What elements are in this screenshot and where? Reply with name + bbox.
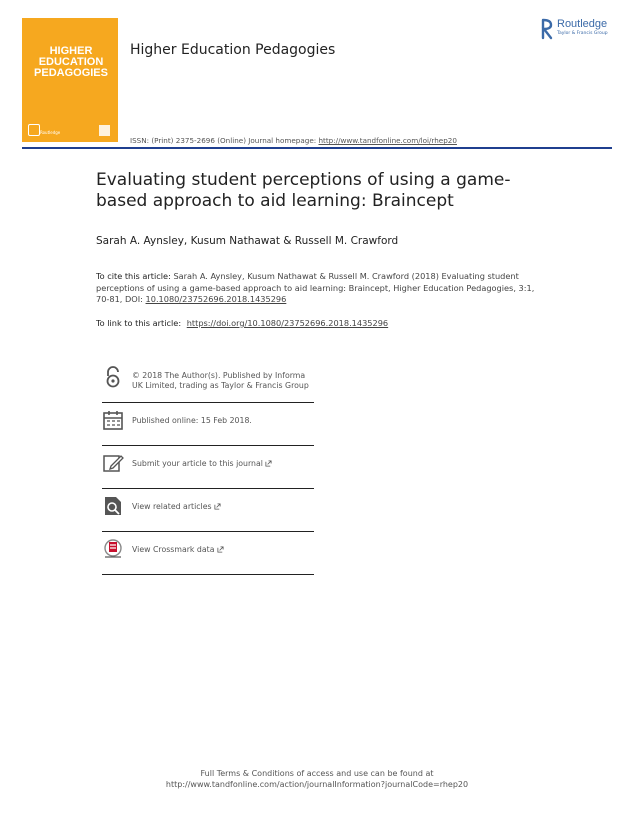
external-link-icon	[265, 460, 272, 467]
article-authors: Sarah A. Aynsley, Kusum Nathawat & Russell M. Crawford	[96, 235, 399, 247]
cover-title	[30, 46, 112, 79]
link-line	[96, 318, 388, 328]
cite-text: Sarah A. Aynsley, Kusum Nathawat & Russell M. Crawford (2018) Evaluating student perceptions of using a game-based approach to aid learning: Braincept, Higher Education Pedagogies, 3:1, 70-81, DOI:	[96, 271, 535, 304]
cover-qr-icon	[99, 125, 110, 136]
doi-link[interactable]: 10.1080/23752696.2018.1435296	[145, 294, 287, 304]
cover-title-line: PEDAGOGIES	[34, 67, 108, 79]
footer-url[interactable]: http://www.tandfonline.com/action/journalInformation?journalCode=rhep20	[165, 780, 469, 789]
journal-name: Higher Education Pedagogies	[130, 42, 336, 58]
citation-block	[96, 271, 546, 306]
cover-title-line: HIGHER	[49, 45, 93, 57]
article-actions-panel	[102, 366, 314, 576]
cover-publisher-logo-icon	[28, 124, 40, 136]
issn-line	[130, 136, 457, 145]
license-text: © 2018 The Author(s). Published by Informa UK Limited, trading as Taylor & Francis Group	[132, 371, 309, 390]
crossmark-icon[interactable]	[102, 538, 124, 560]
cover-publisher-mark: Routledge	[40, 130, 61, 135]
submit-article-label[interactable]: Submit your article to this journal	[132, 459, 263, 468]
published-date: Published online: 15 Feb 2018.	[132, 416, 252, 425]
issn-text: ISSN: (Print) 2375-2696 (Online) Journal homepage:	[130, 136, 317, 145]
header-divider	[22, 147, 612, 149]
edit-icon[interactable]	[102, 452, 124, 474]
panel-divider	[102, 488, 314, 489]
related-articles-link[interactable]	[132, 502, 316, 512]
publisher-name: Routledge	[557, 18, 608, 30]
cite-label: To cite this article:	[96, 271, 171, 281]
panel-divider	[102, 531, 314, 532]
related-articles-label[interactable]: View related articles	[132, 502, 212, 511]
article-title: Evaluating student perceptions of using a game-based approach to aid learning: Braincept	[96, 170, 511, 211]
routledge-logo-icon	[540, 18, 554, 40]
link-label: To link to this article:	[96, 318, 182, 328]
related-articles-icon[interactable]	[102, 495, 124, 517]
external-link-icon	[214, 503, 221, 510]
article-doi-url[interactable]: https://doi.org/10.1080/23752696.2018.1435296	[186, 318, 389, 328]
journal-cover	[22, 18, 118, 142]
panel-divider	[102, 445, 314, 446]
journal-homepage-link[interactable]: http://www.tandfonline.com/loi/rhep20	[318, 136, 457, 145]
open-access-icon	[102, 366, 124, 388]
cover-title-line: EDUCATION	[38, 56, 104, 68]
footer-terms: Full Terms & Conditions of access and use can be found at	[200, 769, 434, 778]
panel-divider	[102, 574, 314, 575]
external-link-icon	[217, 546, 224, 553]
panel-divider	[102, 402, 314, 403]
submit-article-link[interactable]	[132, 459, 316, 469]
crossmark-label[interactable]: View Crossmark data	[132, 545, 215, 554]
calendar-icon	[102, 409, 124, 431]
publisher-tagline: Taylor & Francis Group	[557, 31, 608, 36]
footer	[0, 768, 634, 790]
crossmark-link[interactable]	[132, 545, 316, 555]
